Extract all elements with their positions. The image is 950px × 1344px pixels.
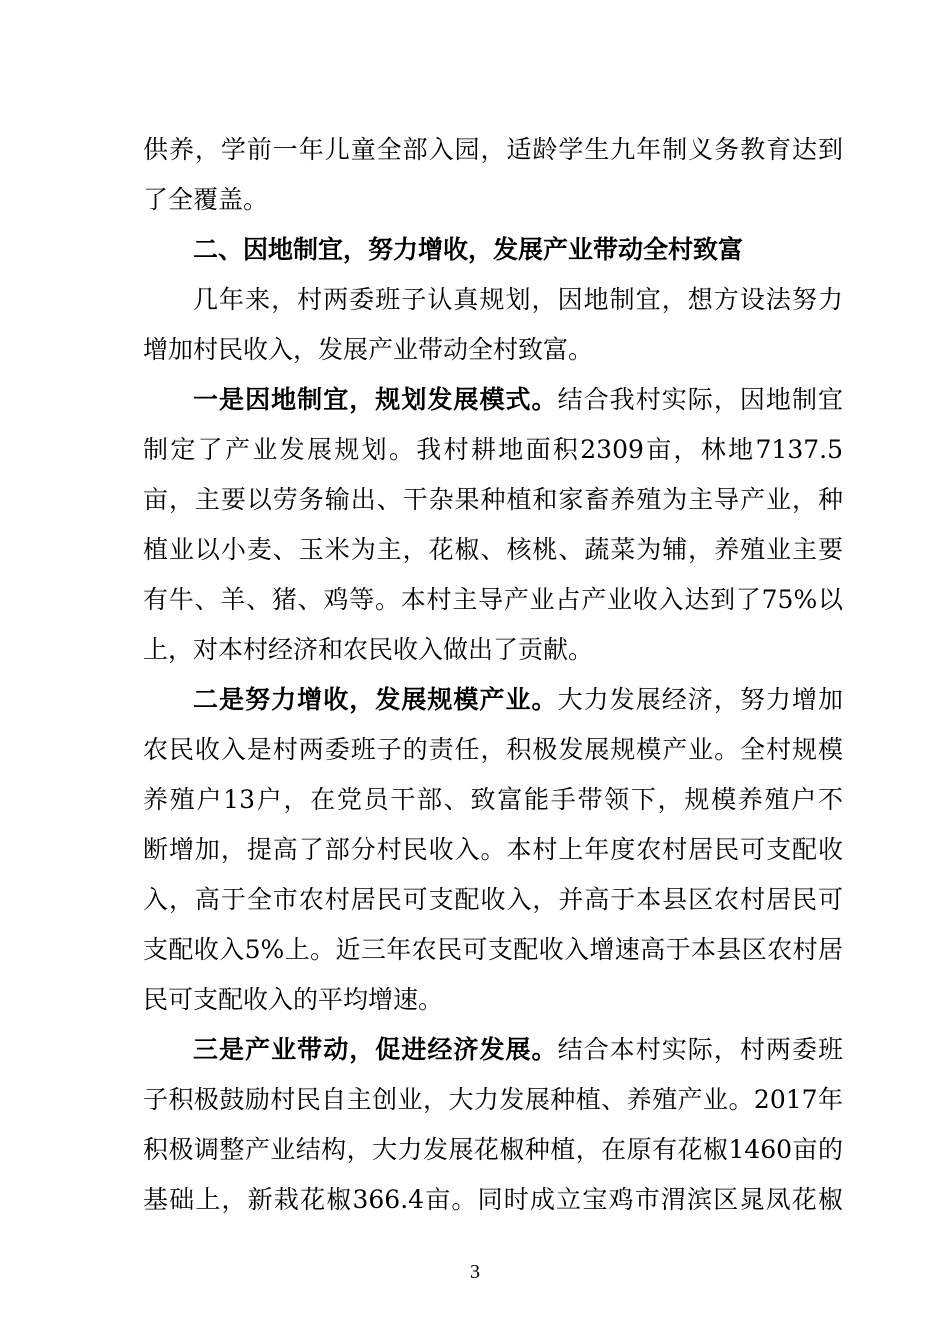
section-heading (193, 233, 743, 267)
paragraph-line (193, 283, 843, 317)
paragraph-line (193, 383, 843, 417)
line-text: 上，对本村经济和农民收入做出了贡献。 (143, 635, 594, 664)
line-text: 支配收入5%上。近三年农民可支配收入增速高于本县区农村居 (143, 935, 843, 964)
lead-phrase: 二是努力增收，发展规模产业。 (193, 685, 558, 714)
line-text: 断增加，提高了部分村民收入。本村上年度农村居民可支配收 (143, 835, 843, 864)
page-number: 3 (470, 1261, 480, 1283)
paragraph-line (143, 883, 843, 917)
line-text: 养殖户13户，在党员干部、致富能手带领下，规模养殖户不 (143, 785, 843, 814)
paragraph-line (143, 533, 843, 567)
paragraph-line (143, 1183, 843, 1217)
line-text: 制定了产业发展规划。我村耕地面积2309亩，林地7137.5 (143, 435, 843, 464)
line-text: 基础上，新栽花椒366.4亩。同时成立宝鸡市渭滨区晁凤花椒 (143, 1185, 843, 1214)
line-text: 了全覆盖。 (143, 185, 269, 214)
line-text: 农民收入是村两委班子的责任，积极发展规模产业。全村规模 (143, 735, 843, 764)
paragraph-line (143, 933, 843, 967)
line-text: 大力发展经济，努力增加 (557, 685, 843, 714)
paragraph-line (143, 833, 843, 867)
line-text: 供养，学前一年儿童全部入园，适龄学生九年制义务教育达到 (143, 135, 843, 164)
heading-text: 二、因地制宜，努力增收，发展产业带动全村致富 (193, 235, 744, 264)
paragraph-line (143, 183, 268, 217)
paragraph-line (143, 583, 843, 617)
line-text: 子积极鼓励村民自主创业，大力发展种植、养殖产业。2017年 (143, 1085, 843, 1114)
line-text: 结合我村实际，因地制宜 (557, 385, 843, 414)
paragraph-line (143, 733, 843, 767)
line-text: 亩，主要以劳务输出、干杂果种植和家畜养殖为主导产业，种 (143, 485, 843, 514)
paragraph-line (143, 433, 843, 467)
line-text: 有牛、羊、猪、鸡等。本村主导产业占产业收入达到了75%以 (143, 585, 843, 614)
paragraph-line (143, 633, 593, 667)
line-text: 民可支配收入的平均增速。 (143, 985, 444, 1014)
line-text: 植业以小麦、玉米为主，花椒、核桃、蔬菜为辅，养殖业主要 (143, 535, 843, 564)
paragraph-line (143, 783, 843, 817)
paragraph-line (143, 1083, 843, 1117)
line-text: 结合本村实际，村两委班 (557, 1035, 843, 1064)
line-text: 几年来，村两委班子认真规划，因地制宜，想方设法努力 (193, 285, 843, 314)
paragraph-line (143, 983, 443, 1017)
paragraph-line (193, 1033, 843, 1067)
lead-phrase: 一是因地制宜，规划发展模式。 (193, 385, 558, 414)
paragraph-line (143, 133, 843, 167)
lead-phrase: 三是产业带动，促进经济发展。 (193, 1035, 558, 1064)
paragraph-line (143, 333, 593, 367)
line-text: 增加村民收入，发展产业带动全村致富。 (143, 335, 594, 364)
paragraph-line (143, 483, 843, 517)
line-text: 入，高于全市农村居民可支配收入，并高于本县区农村居民可 (143, 885, 843, 914)
line-text: 积极调整产业结构，大力发展花椒种植，在原有花椒1460亩的 (143, 1135, 843, 1164)
paragraph-line (193, 683, 843, 717)
paragraph-line (143, 1133, 843, 1167)
